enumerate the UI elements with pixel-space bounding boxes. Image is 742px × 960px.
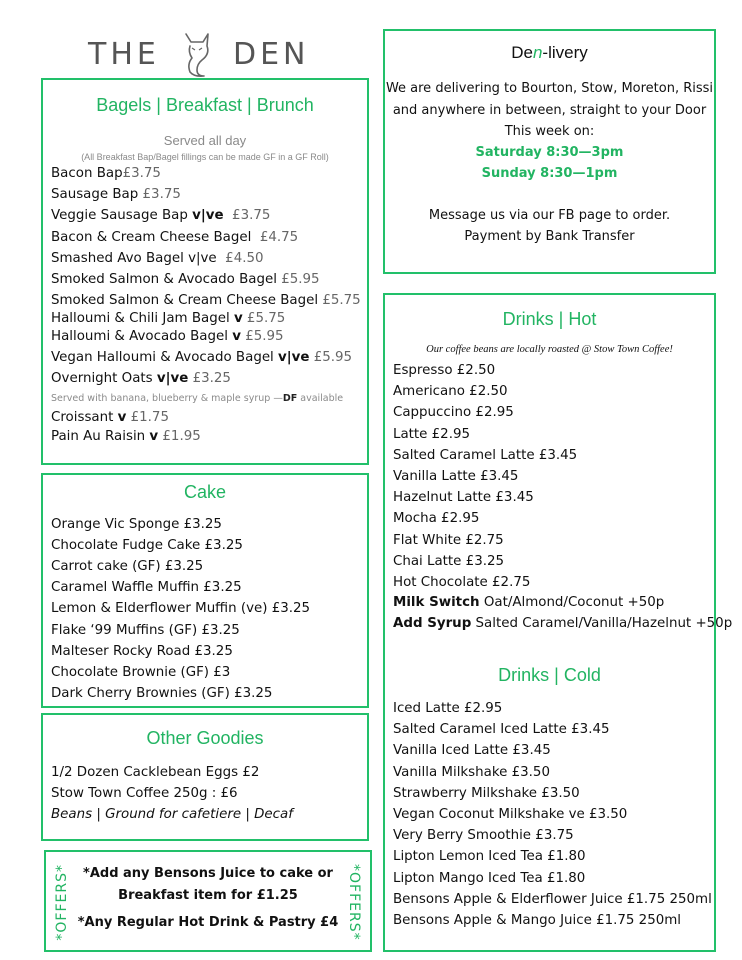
cold-drink-item: Iced Latte £2.95 (393, 701, 503, 716)
item-name: Halloumi & Chili Jam Bagel (51, 311, 234, 326)
offers-side-left: *OFFERS* (54, 864, 70, 941)
delivery-line-5: Payment by Bank Transfer (464, 229, 635, 244)
hot-drink-item: Salted Caramel Latte £3.45 (393, 447, 578, 463)
logo-word-left: THE (88, 37, 160, 72)
goodies-item: Stow Town Coffee 250g : £6 (51, 786, 238, 801)
cold-drink-item: Vanilla Iced Latte £3.45 (393, 743, 551, 759)
item-price: £3.25 (188, 371, 231, 386)
item-price: £3.75 (223, 208, 271, 223)
goodies-item: 1/2 Dozen Cacklebean Eggs £2 (51, 765, 260, 780)
cold-drink-item: Lipton Mango Iced Tea £1.80 (393, 870, 586, 886)
item-name: Pain Au Raisin (51, 429, 150, 444)
logo-word-right: DEN (233, 37, 310, 72)
delivery-line-4: Message us via our FB page to order. (428, 208, 671, 223)
cold-drink-item: Vanilla Milkshake £3.50 (393, 764, 550, 780)
breakfast-title: Bagels | Breakfast | Brunch (96, 95, 314, 115)
item-name: Bacon & Cream Cheese Bagel (51, 230, 256, 245)
add-syrup: Add Syrup Salted Caramel/Vanilla/Hazelnut +50p (393, 616, 733, 631)
fox-icon (180, 30, 214, 78)
cake-title: Cake (183, 482, 227, 502)
breakfast-item (51, 166, 161, 181)
cake-item: Dark Cherry Brownies (GF) £3.25 (51, 685, 273, 701)
item-name: Sausage Bap (51, 187, 143, 202)
hot-drink-item: Americano £2.50 (393, 384, 508, 400)
breakfast-item (51, 187, 181, 202)
hot-drink-item: Hazelnut Latte £3.45 (393, 490, 534, 506)
hot-drinks-title: Drinks | Hot (502, 309, 597, 329)
item-tag: v|ve (156, 371, 189, 386)
item-price: £5.95 (309, 350, 353, 365)
cold-drink-item: Bensons Apple & Mango Juice £1.75 250ml (393, 913, 681, 928)
delivery-title: Den-livery (511, 43, 588, 62)
item-price: £4.50 (220, 251, 264, 266)
offers-side-right: *OFFERS* (346, 864, 362, 941)
breakfast-item (51, 230, 298, 245)
item-price: £5.95 (240, 329, 284, 344)
breakfast-item (51, 329, 284, 344)
item-price: £1.95 (158, 429, 201, 444)
breakfast-item (51, 293, 361, 308)
cake-item: Chocolate Brownie (GF) £3 (51, 664, 231, 680)
hot-drink-item: Flat White £2.75 (393, 532, 504, 548)
hot-drink-item: Espresso £2.50 (393, 363, 496, 378)
item-name: Croissant (51, 410, 118, 425)
item-tag: v|ve (278, 350, 310, 365)
breakfast-item (51, 429, 201, 444)
breakfast-item (51, 410, 169, 425)
delivery-line-1: We are delivering to Bourton, Stow, Moreton, Rissi (385, 81, 714, 96)
item-tag: v (117, 410, 127, 425)
item-price: £3.75 (142, 187, 181, 202)
cold-drink-item: Vegan Coconut Milkshake ve £3.50 (393, 807, 628, 822)
delivery-saturday: Saturday 8:30—3pm (475, 145, 624, 160)
cold-drink-item: Strawberry Milkshake £3.50 (393, 785, 580, 801)
item-tag: v (232, 329, 241, 344)
cake-item: Carrot cake (GF) £3.25 (51, 559, 204, 575)
cold-drink-item: Salted Caramel Iced Latte £3.45 (393, 722, 610, 738)
cold-drink-item: Lipton Lemon Iced Tea £1.80 (393, 849, 586, 865)
cake-item: Lemon & Elderflower Muffin (ve) £3.25 (51, 601, 311, 617)
hot-drink-item: Hot Chocolate £2.75 (393, 575, 531, 590)
breakfast-item (51, 371, 231, 386)
item-name: Smashed Avo Bagel v|ve (51, 251, 221, 266)
milk-switch: Milk Switch Oat/Almond/Coconut +50p (393, 595, 665, 610)
cake-item: Malteser Rocky Road £3.25 (51, 643, 233, 659)
delivery-section (383, 29, 716, 274)
offer-line-1: *Add any Bensons Juice to cake or (83, 866, 333, 881)
item-price: £5.75 (242, 311, 286, 326)
offer-line-2: Breakfast item for £1.25 (118, 888, 298, 903)
goodies-item: Beans | Ground for cafetiere | Decaf (51, 807, 293, 822)
item-name: Smoked Salmon & Cream Cheese Bagel (51, 293, 323, 308)
item-name: Overnight Oats (51, 371, 157, 386)
drinks-section (383, 293, 733, 952)
delivery-line-3: This week on: (504, 124, 595, 139)
breakfast-subtitle: Served all day (163, 133, 247, 148)
cold-drink-item: Bensons Apple & Elderflower Juice £1.75 250ml (393, 891, 712, 907)
item-name: Veggie Sausage Bap (51, 208, 193, 223)
breakfast-section (41, 78, 369, 465)
goodies-title: Other Goodies (146, 728, 264, 748)
item-tag: v|ve (192, 208, 224, 223)
item-price: £3.75 (122, 166, 161, 181)
item-name: Halloumi & Avocado Bagel (51, 329, 233, 344)
item-tag: v (149, 429, 159, 444)
breakfast-item (51, 272, 320, 287)
cold-drink-item: Very Berry Smoothie £3.75 (393, 828, 574, 844)
item-price: £1.75 (126, 410, 169, 425)
breakfast-item (51, 311, 285, 326)
hot-drinks-note: Our coffee beans are locally roasted @ Stow Town Coffee! (426, 344, 673, 355)
item-name: Smoked Salmon & Avocado Bagel (51, 272, 282, 287)
breakfast-note: (All Breakfast Bap/Bagel fillings can be made GF in a GF Roll) (81, 152, 329, 162)
breakfast-item (51, 350, 352, 365)
cake-item: Caramel Waffle Muffin £3.25 (51, 580, 242, 596)
item-name: Bacon Bap (51, 166, 123, 181)
goodies-section (41, 713, 369, 841)
hot-drink-item: Latte £2.95 (393, 426, 470, 442)
breakfast-item (51, 208, 270, 223)
hot-drink-item: Mocha £2.95 (393, 511, 480, 527)
logo (88, 30, 313, 80)
cake-section (41, 473, 369, 708)
item-price: £4.75 (255, 230, 299, 245)
delivery-line-2: and anywhere in between, straight to your Door (392, 103, 707, 118)
oats-note: Served with banana, blueberry & maple syrup —DF available (51, 393, 344, 404)
delivery-sunday: Sunday 8:30—1pm (481, 166, 618, 181)
offer-line-3: *Any Regular Hot Drink & Pastry £4 (77, 915, 339, 930)
item-tag: v (233, 311, 243, 326)
hot-drink-item: Cappuccino £2.95 (393, 405, 514, 421)
hot-drink-item: Vanilla Latte £3.45 (393, 469, 519, 484)
cake-item: Orange Vic Sponge £3.25 (51, 517, 222, 532)
hot-drink-item: Chai Latte £3.25 (393, 553, 505, 569)
cold-drinks-title: Drinks | Cold (498, 665, 601, 685)
item-price: £5.95 (281, 272, 320, 287)
breakfast-item (51, 251, 264, 266)
item-price: £5.75 (322, 293, 361, 308)
cake-item: Chocolate Fudge Cake £3.25 (51, 538, 243, 554)
item-name: Vegan Halloumi & Avocado Bagel (51, 350, 279, 365)
offers-section (44, 850, 372, 952)
cake-item: Flake ‘99 Muffins (GF) £3.25 (51, 622, 240, 638)
